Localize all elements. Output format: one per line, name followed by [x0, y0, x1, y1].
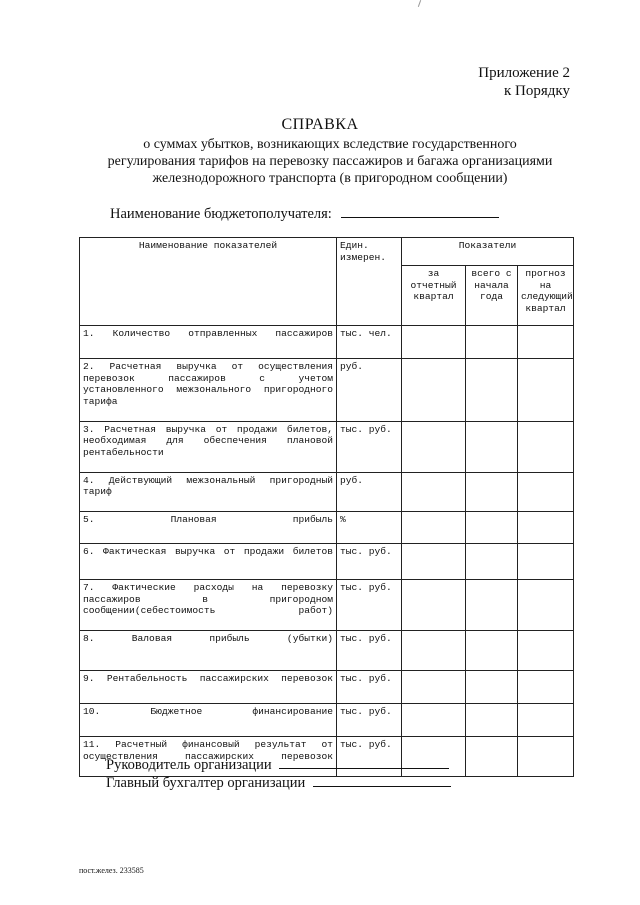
- table-row: [80, 671, 574, 704]
- row-value-quarter[interactable]: [402, 472, 466, 512]
- row-value-forecast[interactable]: [518, 544, 574, 580]
- row-value-quarter[interactable]: [402, 512, 466, 544]
- row-value-forecast[interactable]: [518, 631, 574, 671]
- appendix-line-2: к Порядку: [504, 83, 570, 99]
- stamp-note: пост.желез. 233585: [79, 866, 144, 875]
- signature-accountant-label: Главный бухгалтер организации: [106, 775, 306, 791]
- row-value-quarter[interactable]: [402, 671, 466, 704]
- row-unit: тыс. руб.: [337, 671, 402, 704]
- signature-head-line: [279, 756, 449, 769]
- row-unit: тыс. руб.: [337, 421, 402, 472]
- row-name: 2. Расчетная выручка от осуществления перевозок пассажиров с учетом установленного межзонального пригородного тарифа: [80, 359, 337, 422]
- row-value-forecast[interactable]: [518, 472, 574, 512]
- row-value-quarter[interactable]: [402, 421, 466, 472]
- appendix-line-1: Приложение 2: [478, 65, 570, 81]
- recipient-label: Наименование бюджетополучателя:: [110, 206, 332, 222]
- row-unit: тыс. руб.: [337, 631, 402, 671]
- row-value-year[interactable]: [466, 472, 518, 512]
- signature-accountant: [106, 774, 451, 792]
- row-unit: тыс. руб.: [337, 737, 402, 777]
- signature-head: [106, 756, 449, 774]
- row-name: 10. Бюджетное финансирование: [80, 704, 337, 737]
- row-value-year[interactable]: [466, 359, 518, 422]
- table-row: [80, 326, 574, 359]
- row-value-forecast[interactable]: [518, 421, 574, 472]
- table-row: [80, 421, 574, 472]
- row-name: 6. Фактическая выручка от продажи билетов: [80, 544, 337, 580]
- indicators-table: [79, 237, 574, 777]
- row-value-forecast[interactable]: [518, 326, 574, 359]
- signature-accountant-line: [313, 774, 451, 787]
- signature-head-label: Руководитель организации: [106, 757, 272, 773]
- header-col-year: всего с начала года: [466, 266, 518, 326]
- row-value-year[interactable]: [466, 421, 518, 472]
- row-value-quarter[interactable]: [402, 544, 466, 580]
- header-col-forecast: прогноз на следующий квартал: [518, 266, 574, 326]
- row-value-forecast[interactable]: [518, 359, 574, 422]
- row-name: 8. Валовая прибыль (убытки): [80, 631, 337, 671]
- row-value-forecast[interactable]: [518, 671, 574, 704]
- header-indicators: Показатели: [402, 238, 574, 266]
- table-row: [80, 704, 574, 737]
- row-value-forecast[interactable]: [518, 580, 574, 631]
- header-col-quarter: за отчетный квартал: [402, 266, 466, 326]
- header-name: Наименование показателей: [80, 238, 337, 326]
- recipient-blank-line: [341, 205, 499, 218]
- row-value-year[interactable]: [466, 544, 518, 580]
- row-unit: тыс. чел.: [337, 326, 402, 359]
- row-unit: тыс. руб.: [337, 580, 402, 631]
- table-row: [80, 359, 574, 422]
- row-value-year[interactable]: [466, 580, 518, 631]
- row-name: 9. Рентабельность пассажирских перевозок: [80, 671, 337, 704]
- row-value-year[interactable]: [466, 512, 518, 544]
- subtitle-line-3: железнодорожного транспорта (в пригородном сообщении): [152, 171, 508, 186]
- row-unit: тыс. руб.: [337, 544, 402, 580]
- row-value-quarter[interactable]: [402, 580, 466, 631]
- row-unit: %: [337, 512, 402, 544]
- document-subtitle: [90, 136, 570, 187]
- table-row: [80, 472, 574, 512]
- row-unit: руб.: [337, 472, 402, 512]
- row-name: 1. Количество отправленных пассажиров: [80, 326, 337, 359]
- row-unit: тыс. руб.: [337, 704, 402, 737]
- row-value-quarter[interactable]: [402, 704, 466, 737]
- row-name: 5. Плановая прибыль: [80, 512, 337, 544]
- table-row: [80, 512, 574, 544]
- subtitle-line-1: о суммах убытков, возникающих вследствие государственного: [143, 137, 517, 152]
- row-value-year[interactable]: [466, 737, 518, 777]
- row-value-year[interactable]: [466, 631, 518, 671]
- header-unit: Един. измерен.: [337, 238, 402, 326]
- row-value-quarter[interactable]: [402, 359, 466, 422]
- table-row: [80, 580, 574, 631]
- row-value-forecast[interactable]: [518, 512, 574, 544]
- document-title: СПРАВКА: [281, 116, 359, 133]
- table-row: [80, 544, 574, 580]
- subtitle-line-2: регулирования тарифов на перевозку пассажиров и багажа организациями: [107, 154, 553, 169]
- row-value-forecast[interactable]: [518, 704, 574, 737]
- recipient-field: [110, 205, 499, 223]
- row-unit: руб.: [337, 359, 402, 422]
- scan-mark: [418, 0, 421, 7]
- appendix-note: [478, 64, 570, 100]
- row-name: 4. Действующий межзональный пригородный тариф: [80, 472, 337, 512]
- row-value-year[interactable]: [466, 671, 518, 704]
- row-name: 3. Расчетная выручка от продажи билетов, необходимая для обеспечения плановой рентабельности: [80, 421, 337, 472]
- row-value-year[interactable]: [466, 704, 518, 737]
- row-value-forecast[interactable]: [518, 737, 574, 777]
- row-name: 7. Фактические расходы на перевозку пассажиров в пригородном сообщении(себестоимость работ): [80, 580, 337, 631]
- row-value-year[interactable]: [466, 326, 518, 359]
- table-row: [80, 631, 574, 671]
- row-name: 11. Расчетный финансовый результат от осуществления пассажирских перевозок: [80, 737, 337, 777]
- row-value-quarter[interactable]: [402, 631, 466, 671]
- row-value-quarter[interactable]: [402, 326, 466, 359]
